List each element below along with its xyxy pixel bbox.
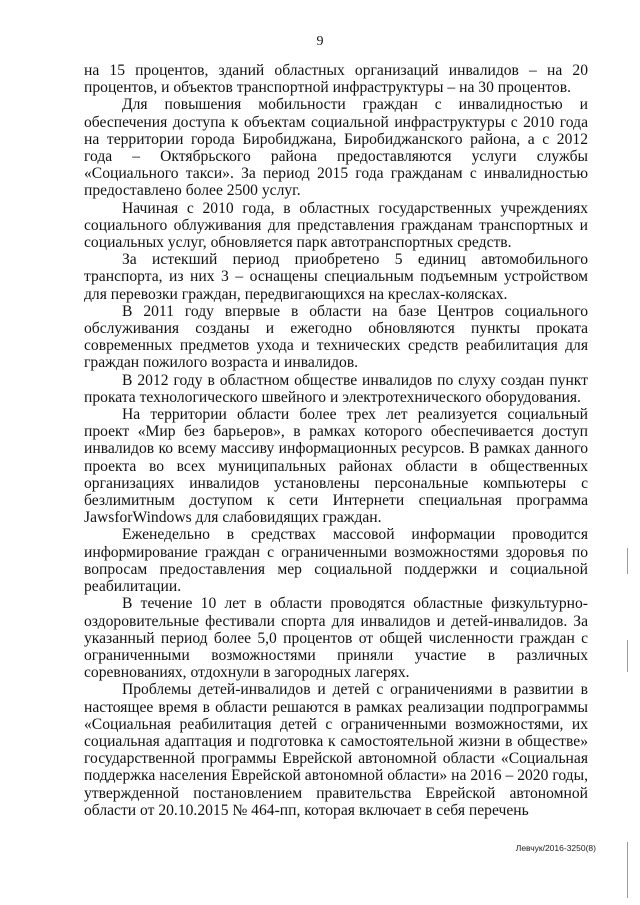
body-text [84,62,588,819]
paragraph-10: Проблемы детей-инвалидов и детей с ограничениями в развитии в настоящее время в области решаются в рамках реализации подпрограммы «Социальная реабилитация детей с ограниченными возможностями, их социальная адаптация и подготовка к самостоятельной жизни в обществе» государственной программы Еврейской автономной области «Социальная поддержка населения Еврейской автономной области» на 2016 – 2020 годы, утвержденной постановлением правительства Еврейской автономной области от 20.10.2015 № 464-пп, которая включает в себя перечень [84,681,588,819]
document-reference: Левчук/2016-3250(8) [515,843,596,853]
paragraph-1: на 15 процентов, зданий областных организаций инвалидов – на 20 процентов, и объектов транспортной инфраструктуры – на 30 процентов. [84,62,588,97]
paragraph-2: Для повышения мобильности граждан с инвалидностью и обеспечения доступа к объектам социальной инфраструктуры с 2010 года на территории города Биробиджана, Биробиджанского района, а с 2012 года – Октябрьского района предоставляются услуги службы «Социального такси». За период 2015 года гражданам с инвалидностью предоставлено более 2500 услуг. [84,96,588,200]
paragraph-3: Начиная с 2010 года, в областных государственных учреждениях социального облуживания для представления гражданам транспортных и социальных услуг, обновляется парк автотранспортных средств. [84,199,588,252]
page-number: 9 [316,34,324,49]
paragraph-7: На территории области более трех лет реализуется социальный проект «Мир без барьеров», в рамках которого обеспечивается доступ инвалидов ко всему массиву информационных ресурсов. В рамках данного проекта во всех муниципальных районах области в общественных организациях инвалидов установлены персональные компьютеры с безлимитным доступом к сети Интернети специальная программа JawsforWindows для слабовидящих граждан. [84,406,588,527]
paragraph-6: В 2012 году в областном обществе инвалидов по слуху создан пункт проката технологического швейного и электротехнического оборудования. [84,371,588,406]
scan-edge-mark [627,640,628,672]
scan-edge-mark [627,548,628,574]
scan-edge-mark [627,842,628,898]
paragraph-9: В течение 10 лет в области проводятся областные физкультурно-оздоровительные фестивали спорта для инвалидов и детей-инвалидов. За указанный период более 5,0 процентов от общей численности граждан с ограниченными возможностями приняли участие в различных соревнованиях, отдохнули в загородных лагерях. [84,595,588,682]
paragraph-4: За истекший период приобретено 5 единиц автомобильного транспорта, из них 3 – оснащены специальным подъемным устройством для перевозки граждан, передвигающихся на креслах-колясках. [84,251,588,303]
paragraph-8: Еженедельно в средствах массовой информации проводится информирование граждан с ограниченными возможностями здоровья по вопросам предоставления мер социальной поддержки и социальной реабилитации. [84,526,588,596]
paragraph-5: В 2011 году впервые в области на базе Центров социального обслуживания созданы и ежегодно обновляются пункты проката современных предметов ухода и технических средств реабилитация для граждан пожилого возраста и инвалидов. [84,302,588,372]
